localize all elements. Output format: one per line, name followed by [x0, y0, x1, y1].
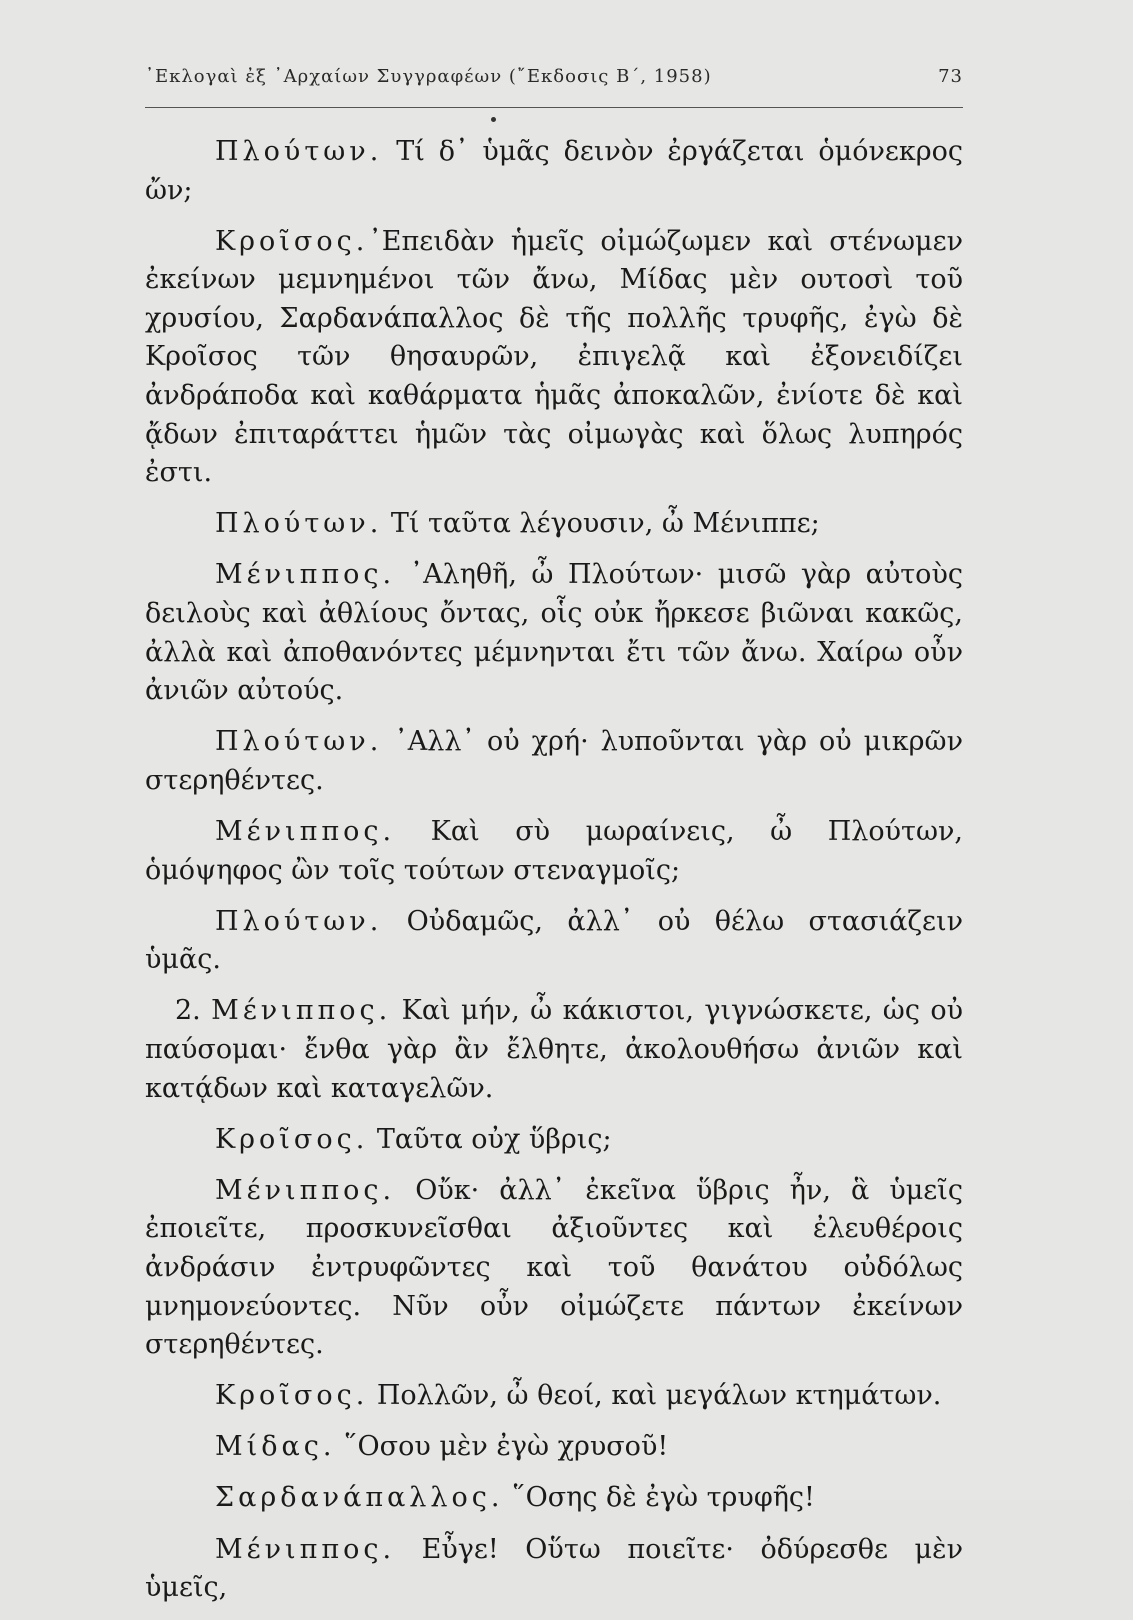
dialogue-line	[145, 1531, 963, 1608]
speaker-name: Κροῖσος.	[215, 1123, 369, 1155]
speaker-name: Μένιππος.	[215, 1174, 396, 1206]
dialogue-line	[145, 723, 963, 800]
speech-text: Καὶ μήν, ὦ κάκιστοι, γιγνώσκετε, ὡς οὐ παύσομαι· ἔνθα γὰρ ἂν ἔλθητε, ἀκολουθήσω ἀνιῶν καὶ κατᾴδων καὶ καταγελῶν.	[145, 995, 964, 1104]
speech-text: Πολλῶν, ὦ θεοί, καὶ μεγάλων κτημάτων.	[376, 1380, 942, 1412]
speaker-name: Μένιππος.	[215, 816, 396, 847]
dialogue-line	[145, 992, 963, 1108]
section-number: 2.	[175, 995, 201, 1027]
dialogue-line	[145, 1377, 963, 1416]
dialogue-line	[145, 505, 963, 544]
speaker-name: Πλούτων.	[215, 136, 383, 167]
speaker-name: Μίδας.	[215, 1431, 336, 1463]
dialogue-line	[145, 1479, 963, 1518]
header-title: ᾿Εκλογαὶ ἐξ ᾿Αρχαίων Συγγραφέων (῎Εκδοσις Β΄, 1958)	[145, 66, 712, 87]
speech-text: Οὐδαμῶς, ἀλλ᾿ οὐ θέλω στασιάζειν ὑμᾶς.	[145, 905, 963, 976]
speech-text: Οὔκ· ἀλλ᾿ ἐκεῖνα ὕβρις ἦν, ἃ ὑμεῖς ἐποιεῖτε, προσκυνεῖσθαι ἀξιοῦντες καὶ ἐλευθέροις ἀνδράσιν ἐντρυφῶντες καὶ τοῦ θανάτου οὐδόλως μνημονεύοντες. Νῦν οὖν οἰμώζετε πάντων ἐκείνων στερηθέντες.	[145, 1174, 963, 1361]
speaker-name: Μένιππος.	[211, 995, 392, 1027]
speaker-name: Πλούτων.	[215, 726, 383, 758]
speech-text: ᾿Αλλ᾿ οὐ χρή· λυποῦνται γὰρ οὐ μικρῶν στερηθέντες.	[145, 726, 963, 796]
speech-text: Τί δ᾿ ὑμᾶς δεινὸν ἐργάζεται ὁμόνεκρος ὤν;	[145, 136, 963, 206]
speaker-name: Μένιππος.	[215, 1533, 396, 1565]
speech-text: Τί ταῦτα λέγουσιν, ὦ Μένιππε;	[390, 508, 820, 540]
running-header	[145, 66, 963, 96]
speech-text: Καὶ σὺ μωραίνεις, ὦ Πλούτων, ὁμόψηφος ὢν τοῖς τούτων στεναγμοῖς;	[145, 816, 964, 886]
dialogue-line	[145, 813, 963, 890]
speech-text: Εὖγε! Οὕτω ποιεῖτε· ὀδύρεσθε μὲν ὑμεῖς,	[145, 1533, 963, 1604]
dialogue-line	[145, 223, 963, 493]
page-number: 73	[938, 66, 963, 87]
dialogue-line	[145, 1121, 963, 1160]
speech-text: ῞Οσου μὲν ἐγὼ χρυσοῦ!	[344, 1431, 669, 1463]
dialogue-line	[145, 1172, 963, 1365]
dialogue-line	[145, 556, 963, 710]
speaker-name: Κροῖσος.	[215, 1380, 369, 1412]
header-rule	[145, 107, 963, 108]
dialogue-text	[145, 133, 963, 1620]
speaker-name: Μένιππος.	[215, 559, 396, 591]
speaker-name: Κροῖσος.	[215, 225, 369, 257]
dialogue-line	[145, 133, 963, 210]
speech-text: ᾿Επειδὰν ἡμεῖς οἰμώζωμεν καὶ στένωμεν ἐκείνων μεμνημένοι τῶν ἄνω, Μίδας μὲν ουτοσὶ τοῦ χρυσίου, Σαρδανάπαλλος δὲ τῆς πολλῆς τρυφῆς, ἐγὼ δὲ Κροῖσος τῶν θησαυρῶν, ἐπιγελᾷ καὶ ἐξονειδίζει ἀνδράποδα καὶ καθάρματα ἡμᾶς ἀποκαλῶν, ἐνίοτε δὲ καὶ ᾄδων ἐπιταράττει ἡμῶν τὰς οἰμωγὰς καὶ ὅλως λυπηρός ἐστι.	[145, 225, 963, 489]
speaker-name: Σαρδανάπαλλος.	[215, 1482, 504, 1514]
speaker-name: Πλούτων.	[215, 905, 383, 937]
dialogue-line	[145, 903, 963, 980]
speech-text: ῞Οσης δὲ ἐγὼ τρυφῆς!	[512, 1482, 815, 1514]
ink-dot	[491, 117, 496, 122]
speech-text: ᾿Αληθῆ, ὦ Πλούτων· μισῶ γὰρ αὐτοὺς δειλοὺς καὶ ἀθλίους ὄντας, οἷς οὐκ ἤρκεσε βιῶναι κακῶς, ἀλλὰ καὶ ἀποθανόντες μέμνηνται ἔτι τῶν ἄνω. Χαίρω οὖν ἀνιῶν αὐτούς.	[145, 559, 963, 707]
dialogue-line	[145, 1428, 963, 1467]
speaker-name: Πλούτων.	[215, 508, 383, 540]
speech-text: Ταῦτα οὐχ ὕβρις;	[376, 1123, 612, 1155]
